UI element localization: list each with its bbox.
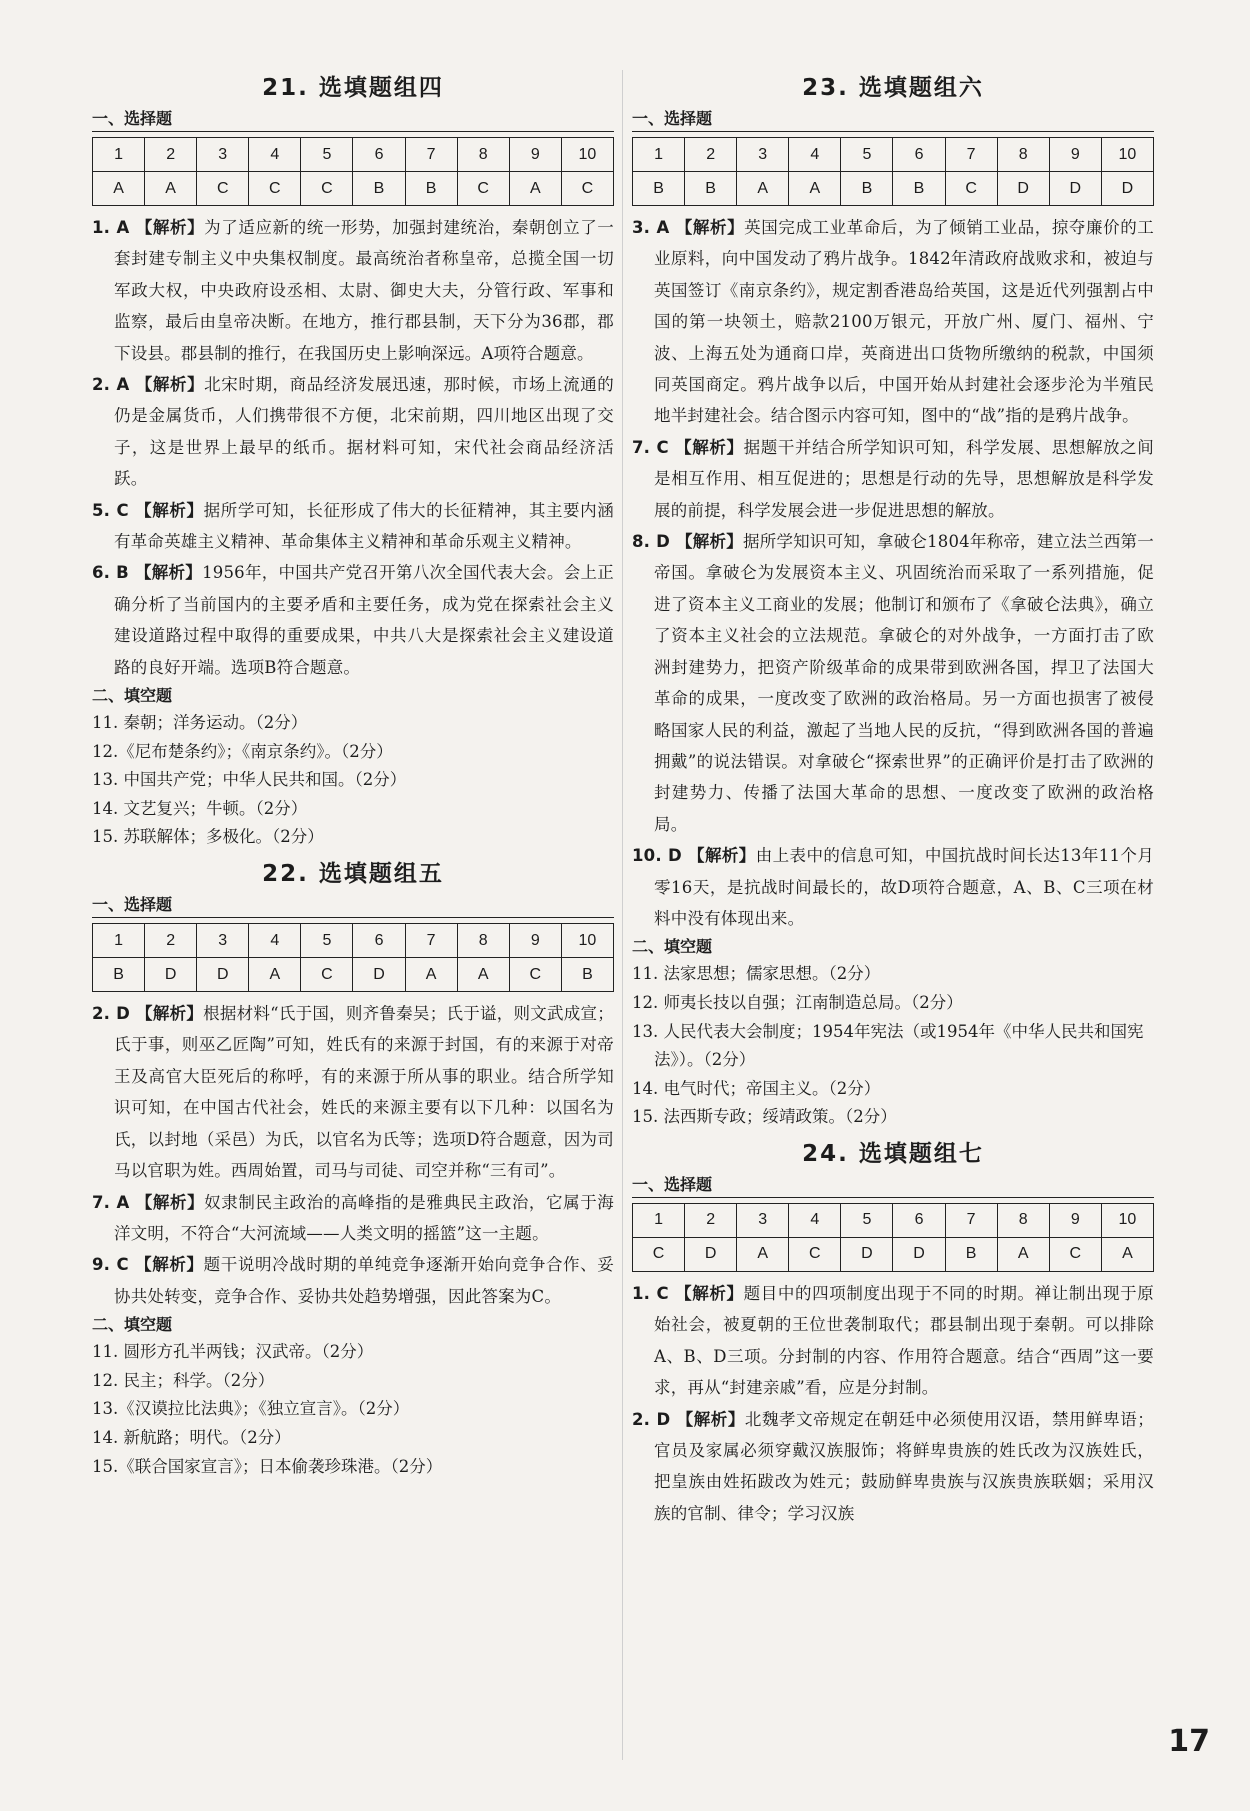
question-number: 2 — [145, 924, 197, 958]
question-number: 5 — [841, 1203, 893, 1237]
answer-letter: B — [685, 172, 737, 206]
answer-letter: B — [841, 172, 893, 206]
question-number: 9 — [509, 924, 561, 958]
answer-letter: A — [145, 172, 197, 206]
explanation-paragraph — [632, 432, 1154, 526]
fill-answer: 15.《联合国家宣言》；日本偷袭珍珠港。（2分） — [92, 1456, 443, 1476]
explanation-text: 北魏孝文帝规定在朝廷中必须使用汉语，禁用鲜卑语；官员及家属必须穿戴汉族服饰；将鲜卑贵族的姓氏改为汉族姓氏，把皇族由姓拓跋改为姓元；鼓励鲜卑贵族与汉族贵族联姻；采用汉族的官制、律令；学习汉族 — [654, 1409, 1154, 1523]
explanation-paragraph — [92, 212, 614, 369]
question-number: 5 — [301, 138, 353, 172]
answer-letter: A — [997, 1237, 1049, 1271]
explanation-text: 据所学可知，长征形成了伟大的长征精神，其主要内涵有革命英雄主义精神、革命集体主义精神和革命乐观主义精神。 — [114, 500, 614, 552]
answer-letter: B — [353, 172, 405, 206]
answer-letter: A — [1101, 1237, 1153, 1271]
question-number: 10 — [1101, 138, 1153, 172]
explanation-tag: 2. D 【解析】 — [92, 1004, 204, 1024]
answer-letter: C — [301, 172, 353, 206]
question-number: 2 — [145, 138, 197, 172]
answer-letter: C — [1049, 1237, 1101, 1271]
explanation-tag: 5. C 【解析】 — [92, 500, 204, 520]
question-number: 1 — [93, 138, 145, 172]
section-22-fill-heading: 二、填空题 — [92, 1315, 173, 1335]
fill-answer: 14. 电气时代；帝国主义。（2分） — [632, 1078, 881, 1098]
explanation-paragraph — [632, 1278, 1154, 1404]
fill-answer: 13.《汉谟拉比法典》；《独立宣言》。（2分） — [92, 1399, 410, 1419]
fill-answer: 11. 法家思想；儒家思想。（2分） — [632, 964, 881, 984]
fill-answer: 12.《尼布楚条约》；《南京条约》。（2分） — [92, 741, 393, 761]
explanation-paragraph — [92, 369, 614, 495]
explanation-text: 题目中的四项制度出现于不同的时期。禅让制出现于原始社会，被夏朝的王位世袭制取代；郡县制出现于秦朝。可以排除A、B、D三项。分封制的内容、作用符合题意。结合“西周”这一要求，再从“封建亲戚”看，应是分封制。 — [654, 1283, 1154, 1398]
explanation-paragraph — [92, 495, 614, 558]
section-23-choice-heading: 一、选择题 — [632, 106, 1154, 132]
column-divider — [622, 70, 623, 1760]
section-23-fill-heading: 二、填空题 — [632, 937, 713, 957]
answer-letter: D — [1101, 172, 1153, 206]
explanation-text: 据题干并结合所学知识可知，科学发展、思想解放之间是相互作用、相互促进的；思想是行动的先导，思想解放是科学发展的前提，科学发展会进一步促进思想的解放。 — [654, 437, 1154, 520]
explanation-tag: 7. C 【解析】 — [632, 437, 744, 457]
question-number: 4 — [249, 138, 301, 172]
fill-answer: 12. 师夷长技以自强；江南制造总局。（2分） — [632, 992, 963, 1012]
answer-letter: C — [945, 172, 997, 206]
section-23-title: 23. 选填题组六 — [802, 75, 984, 101]
answer-letter: D — [997, 172, 1049, 206]
explanation-tag: 9. C 【解析】 — [92, 1255, 204, 1275]
question-number: 10 — [1101, 1203, 1153, 1237]
explanation-tag: 10. D 【解析】 — [632, 846, 756, 866]
answer-letter: B — [405, 172, 457, 206]
question-number: 4 — [789, 1203, 841, 1237]
answer-table-number-row — [633, 1203, 1154, 1237]
question-number: 10 — [561, 924, 613, 958]
answer-letter: D — [1049, 172, 1101, 206]
question-number: 3 — [737, 138, 789, 172]
section-24-answer-table — [632, 1203, 1154, 1272]
answer-letter: A — [457, 958, 509, 992]
explanation-text: 题干说明冷战时期的单纯竞争逐渐开始向竞争合作、妥协共处转变，竞争合作、妥协共处趋势增强，因此答案为C。 — [114, 1255, 614, 1306]
section-21-title: 21. 选填题组四 — [262, 75, 444, 101]
answer-letter: A — [93, 172, 145, 206]
question-number: 1 — [633, 1203, 685, 1237]
explanation-text: 据所学知识可知，拿破仑1804年称帝，建立法兰西第一帝国。拿破仑为发展资本主义、巩固统治而采取了一系列措施，促进了资本主义工商业的发展；他制订和颁布了《拿破仑法典》，确立了资本主义社会的立法规范。拿破仑的对外战争，一方面打击了欧洲封建势力，把资产阶级革命的成果带到欧洲各国，捍卫了法国大革命的成果，一度改变了欧洲的政治格局。另一方面也损害了被侵略国家人民的利益，激起了当地人民的反抗，“得到欧洲各国的普遍拥戴”的说法错误。对拿破仑“探索世界”的正确评价是打击了欧洲的封建势力、传播了法国大革命的思想、一度改变了欧洲的政治格局。 — [654, 532, 1154, 834]
fill-answer: 13. 中国共产党；中华人民共和国。（2分） — [92, 770, 407, 790]
right-column — [632, 70, 1154, 1529]
fill-answer: 14. 新航路；明代。（2分） — [92, 1427, 291, 1447]
question-number: 3 — [197, 138, 249, 172]
answer-table-answer-row — [93, 958, 614, 992]
explanation-tag: 8. D 【解析】 — [632, 532, 743, 552]
explanation-tag: 2. A 【解析】 — [92, 375, 205, 395]
answer-letter: A — [405, 958, 457, 992]
explanation-paragraph — [92, 998, 614, 1186]
explanation-tag: 6. B 【解析】 — [92, 563, 203, 583]
answer-letter: B — [893, 172, 945, 206]
question-number: 4 — [249, 924, 301, 958]
explanation-text: 为了适应新的统一形势，加强封建统治，秦朝创立了一套封建专制主义中央集权制度。最高统治者称皇帝，总揽全国一切军政大权，中央政府设丞相、太尉、御史大夫，分管行政、军事和监察，最后由皇帝决断。在地方，推行郡县制，天下分为36郡，郡下设县。郡县制的推行，在我国历史上影响深远。A项符合题意。 — [114, 218, 614, 363]
question-number: 2 — [685, 138, 737, 172]
answer-table-answer-row — [93, 172, 614, 206]
fill-answer: 15. 法西斯专政；绥靖政策。（2分） — [632, 1107, 897, 1127]
answer-letter: B — [561, 958, 613, 992]
answer-letter: A — [737, 172, 789, 206]
question-number: 8 — [457, 924, 509, 958]
question-number: 10 — [561, 138, 613, 172]
answer-table-number-row — [93, 924, 614, 958]
explanation-text: 英国完成工业革命后，为了倾销工业品，掠夺廉价的工业原料，向中国发动了鸦片战争。1842年清政府战败求和，被迫与英国签订《南京条约》，规定割香港岛给英国，这是近代列强割占中国的第一块领土，赔款2100万银元，开放广州、厦门、福州、宁波、上海五处为通商口岸，英商进出口货物所缴纳的税款，中国须同英国商定。鸦片战争以后，中国开始从封建社会逐步沦为半殖民地半封建社会。结合图示内容可知，图中的“战”指的是鸦片战争。 — [654, 218, 1154, 426]
answer-letter: C — [561, 172, 613, 206]
answer-letter: D — [197, 958, 249, 992]
fill-answer: 14. 文艺复兴；牛顿。（2分） — [92, 798, 308, 818]
question-number: 1 — [633, 138, 685, 172]
answer-letter: D — [685, 1237, 737, 1271]
question-number: 2 — [685, 1203, 737, 1237]
question-number: 8 — [997, 138, 1049, 172]
answer-letter: A — [249, 958, 301, 992]
question-number: 5 — [841, 138, 893, 172]
explanation-tag: 2. D 【解析】 — [632, 1409, 745, 1429]
answer-letter: B — [633, 172, 685, 206]
explanation-tag: 3. A 【解析】 — [632, 218, 745, 237]
explanation-text: 北宋时期，商品经济发展迅速，那时候，市场上流通的仍是金属货币，人们携带很不方便，北宋前期，四川地区出现了交子，这是世界上最早的纸币。据材料可知，宋代社会商品经济活跃。 — [114, 375, 614, 489]
fill-answer: 11. 秦朝；洋务运动。（2分） — [92, 713, 308, 733]
answer-letter: D — [893, 1237, 945, 1271]
question-number: 6 — [353, 138, 405, 172]
fill-answer: 12. 民主；科学。（2分） — [92, 1370, 275, 1390]
section-22-answer-table — [92, 923, 614, 992]
explanation-text: 由上表中的信息可知，中国抗战时间长达13年11个月零16天，是抗战时间最长的，故D项符合题意，A、B、C三项在材料中没有体现出来。 — [654, 846, 1154, 928]
section-24-choice-heading: 一、选择题 — [632, 1172, 1154, 1198]
answer-letter: C — [457, 172, 509, 206]
left-column — [92, 70, 614, 1481]
question-number: 1 — [93, 924, 145, 958]
answer-letter: D — [841, 1237, 893, 1271]
question-number: 3 — [197, 924, 249, 958]
explanation-tag: 7. A 【解析】 — [92, 1192, 205, 1212]
question-number: 8 — [997, 1203, 1049, 1237]
explanation-paragraph — [632, 840, 1154, 934]
page-number: 17 — [1168, 1724, 1210, 1759]
answer-letter: D — [145, 958, 197, 992]
answer-letter: B — [945, 1237, 997, 1271]
question-number: 9 — [1049, 138, 1101, 172]
question-number: 9 — [1049, 1203, 1101, 1237]
fill-answer: 13. 人民代表大会制度；1954年宪法（或1954年《中华人民共和国宪法》）。（2分） — [632, 1021, 1144, 1070]
answer-letter: A — [509, 172, 561, 206]
explanation-text: 1956年，中国共产党召开第八次全国代表大会。会上正确分析了当前国内的主要矛盾和主要任务，成为党在探索社会主义建设道路过程中取得的重要成果，中共八大是探索社会主义建设道路的良好开端。选项B符合题意。 — [114, 563, 614, 677]
explanation-paragraph — [92, 557, 614, 683]
question-number: 6 — [893, 138, 945, 172]
question-number: 6 — [893, 1203, 945, 1237]
section-22-title: 22. 选填题组五 — [262, 861, 444, 888]
question-number: 7 — [405, 924, 457, 958]
answer-letter: C — [197, 172, 249, 206]
answer-letter: C — [509, 958, 561, 992]
question-number: 5 — [301, 924, 353, 958]
explanation-paragraph — [632, 1404, 1154, 1530]
answer-table-answer-row — [633, 172, 1154, 206]
section-21-fill-heading: 二、填空题 — [92, 686, 173, 706]
answer-table-answer-row — [633, 1237, 1154, 1271]
question-number: 4 — [789, 138, 841, 172]
answer-letter: D — [353, 958, 405, 992]
answer-letter: A — [789, 172, 841, 206]
explanation-text: 奴隶制民主政治的高峰指的是雅典民主政治，它属于海洋文明，不符合“大河流域——人类文明的摇篮”这一主题。 — [114, 1192, 614, 1243]
explanation-tag: 1. C 【解析】 — [632, 1283, 744, 1303]
answer-letter: A — [737, 1237, 789, 1271]
explanation-tag: 1. A 【解析】 — [92, 218, 205, 237]
question-number: 7 — [405, 138, 457, 172]
fill-answer: 11. 圆形方孔半两钱；汉武帝。（2分） — [92, 1342, 374, 1362]
explanation-text: 根据材料“氏于国，则齐鲁秦吴；氏于谥，则文武成宣；氏于事，则巫乙匠陶”可知，姓氏有的来源于封国，有的来源于对帝王及高官大臣死后的称呼，有的来源于所从事的职业。结合所学知识可知，在中国古代社会，姓氏的来源主要有以下几种：以国名为氏，以封地（采邑）为氏，以官名为氏等；选项D符合题意，因为司马以官职为姓。西周始置，司马与司徒、司空并称“三有司”。 — [114, 1004, 615, 1181]
answer-letter: C — [301, 958, 353, 992]
fill-answer: 15. 苏联解体；多极化。（2分） — [92, 827, 324, 847]
question-number: 7 — [945, 138, 997, 172]
question-number: 3 — [737, 1203, 789, 1237]
answer-letter: C — [249, 172, 301, 206]
section-23-answer-table — [632, 137, 1154, 206]
section-21-answer-table — [92, 137, 614, 206]
answer-letter: C — [789, 1237, 841, 1271]
explanation-paragraph — [632, 526, 1154, 840]
explanation-paragraph — [632, 212, 1154, 432]
section-21-choice-heading: 一、选择题 — [92, 106, 614, 132]
question-number: 8 — [457, 138, 509, 172]
answer-letter: C — [633, 1237, 685, 1271]
section-22-choice-heading: 一、选择题 — [92, 892, 614, 918]
answer-table-number-row — [633, 138, 1154, 172]
explanation-paragraph — [92, 1187, 614, 1250]
question-number: 9 — [509, 138, 561, 172]
question-number: 7 — [945, 1203, 997, 1237]
question-number: 6 — [353, 924, 405, 958]
answer-letter: B — [93, 958, 145, 992]
explanation-paragraph — [92, 1249, 614, 1312]
answer-table-number-row — [93, 138, 614, 172]
section-24-title: 24. 选填题组七 — [802, 1140, 984, 1167]
